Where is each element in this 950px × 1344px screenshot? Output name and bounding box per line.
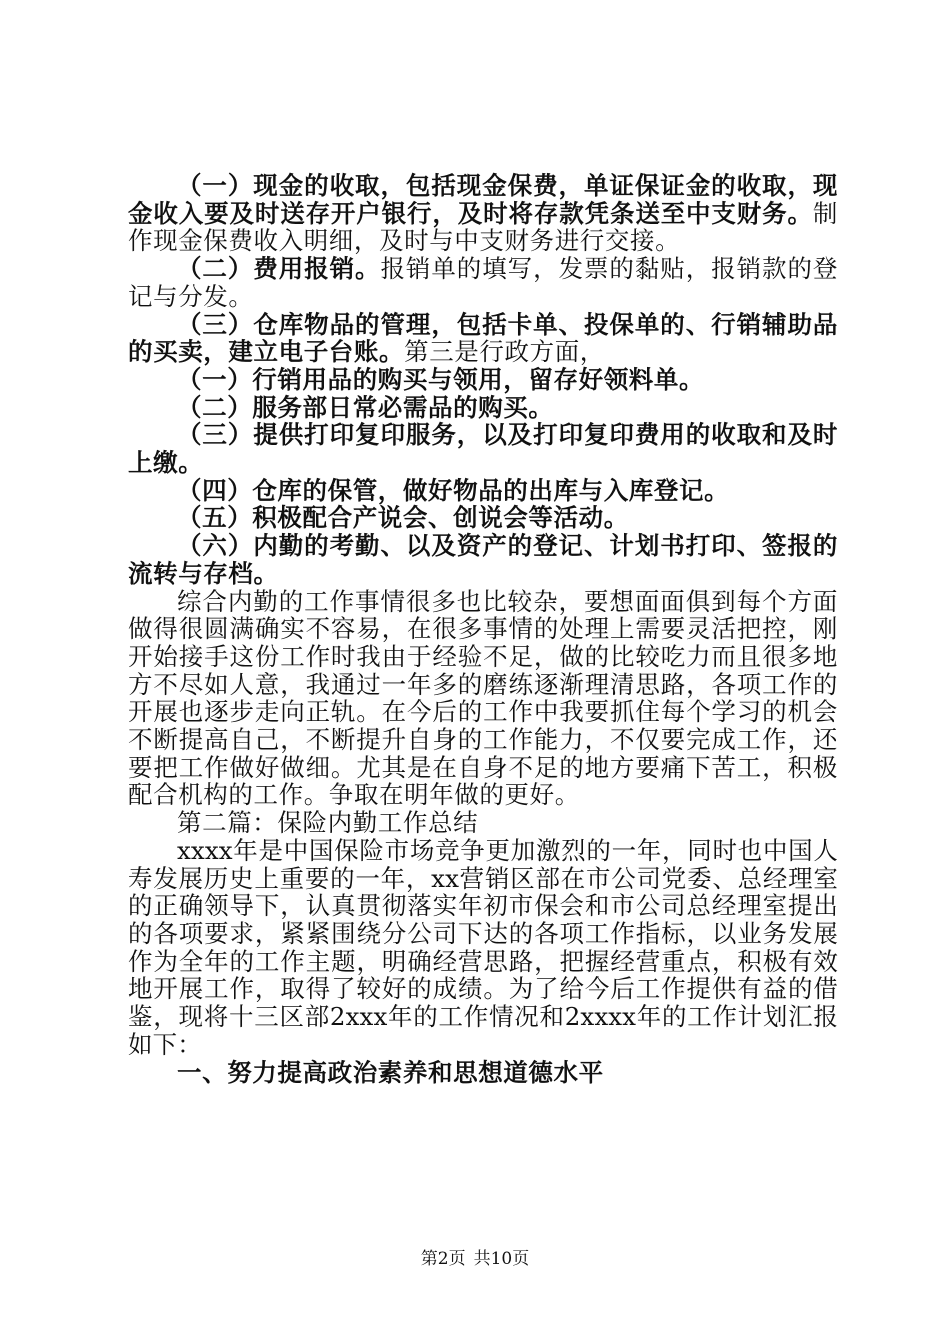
paragraph-daily-necessities	[128, 394, 838, 422]
paragraph-normal-text: 第三是行政方面，	[404, 337, 605, 367]
page-footer	[0, 1244, 950, 1269]
page-total: 共10页	[473, 1249, 530, 1269]
paragraph-bold-text: （一）行销用品的购买与领用，留存好领料单。	[177, 364, 705, 394]
paragraph-expense-reimbursement	[128, 255, 838, 310]
section-heading-part-two	[128, 809, 838, 837]
paragraph-normal-text: xxxx年是中国保险市场竞争更加激烈的一年，同时也中国人寿发展历史上重要的一年，xx营销区部在市公司党委、总经理室的正确领导下，认真贯彻落实年初市保会和市公司总经理室提出的各项要求，紧紧围绕分公司下达的各项工作指标，以业务发展作为全年的工作主题，明确经营思路，把握经营重点，积极有效地开展工作，取得了较好的成绩。为了给今后工作提供有益的借鉴，现将十三区部2xxx年的工作情况和2xxxx年的工作计划汇报如下：	[128, 835, 838, 1059]
paragraph-annual-overview	[128, 837, 838, 1059]
paragraph-warehouse-items	[128, 311, 838, 366]
paragraph-bold-text: （五）积极配合产说会、创说会等活动。	[177, 503, 629, 533]
paragraph-warehouse-custody	[128, 477, 838, 505]
paragraph-printing-service	[128, 421, 838, 476]
paragraph-cash-collection	[128, 172, 838, 255]
paragraph-bold-text: （六）内勤的考勤、以及资产的登记、计划书打印、签报的流转与存档。	[128, 531, 838, 588]
document-body	[128, 172, 838, 1086]
paragraph-bold-text: （二）服务部日常必需品的购买。	[177, 392, 554, 422]
paragraph-bold-text: （二）费用报销。	[177, 254, 381, 284]
paragraph-bold-text: 一、努力提高政治素养和思想道德水平	[177, 1057, 604, 1087]
paragraph-attendance-archiving	[128, 532, 838, 587]
paragraph-normal-text: 综合内勤的工作事情很多也比较杂，要想面面俱到每个方面做得很圆满确实不容易，在很多事情的处理上需要灵活把控，刚开始接手这份工作时我由于经验不足，做的比较吃力而且很多地方不尽如人意，我通过一年多的磨练逐渐理清思路，各项工作的开展也逐步走向正轨。在今后的工作中我要抓住每个学习的机会不断提高自己，不断提升自身的工作能力，不仅要完成工作，还要把工作做好做细。尤其是在自身不足的地方要痛下苦工，积极配合机构的工作。争取在明年做的更好。	[128, 586, 838, 810]
paragraph-bold-text: （三）提供打印复印服务，以及打印复印费用的收取和及时上缴。	[128, 420, 838, 478]
paragraph-normal-text: 第二篇：保险内勤工作总结	[177, 808, 479, 838]
paragraph-normal-text: 报销单的填写，发票的黏贴，报销款的登记与分发。	[128, 254, 838, 311]
paragraph-summary	[128, 588, 838, 810]
paragraph-bold-text: （四）仓库的保管，做好物品的出库与入库登记。	[177, 475, 730, 505]
paragraph-bold-text: （三）仓库物品的管理，包括卡单、投保单的、行销辅助品的买卖，建立电子台账。	[128, 309, 838, 367]
section-heading-political-quality	[128, 1059, 838, 1087]
page-number: 第2页	[420, 1249, 466, 1269]
paragraph-marketing-supplies	[128, 366, 838, 394]
paragraph-event-support	[128, 504, 838, 532]
paragraph-bold-text: （一）现金的收取，包括现金保费，单证保证金的收取，现金收入要及时送存开户银行，及时将存款凭条送至中支财务。	[128, 171, 838, 228]
paragraph-normal-text: 制作现金保费收入明细，及时与中支财务进行交接。	[128, 198, 838, 256]
